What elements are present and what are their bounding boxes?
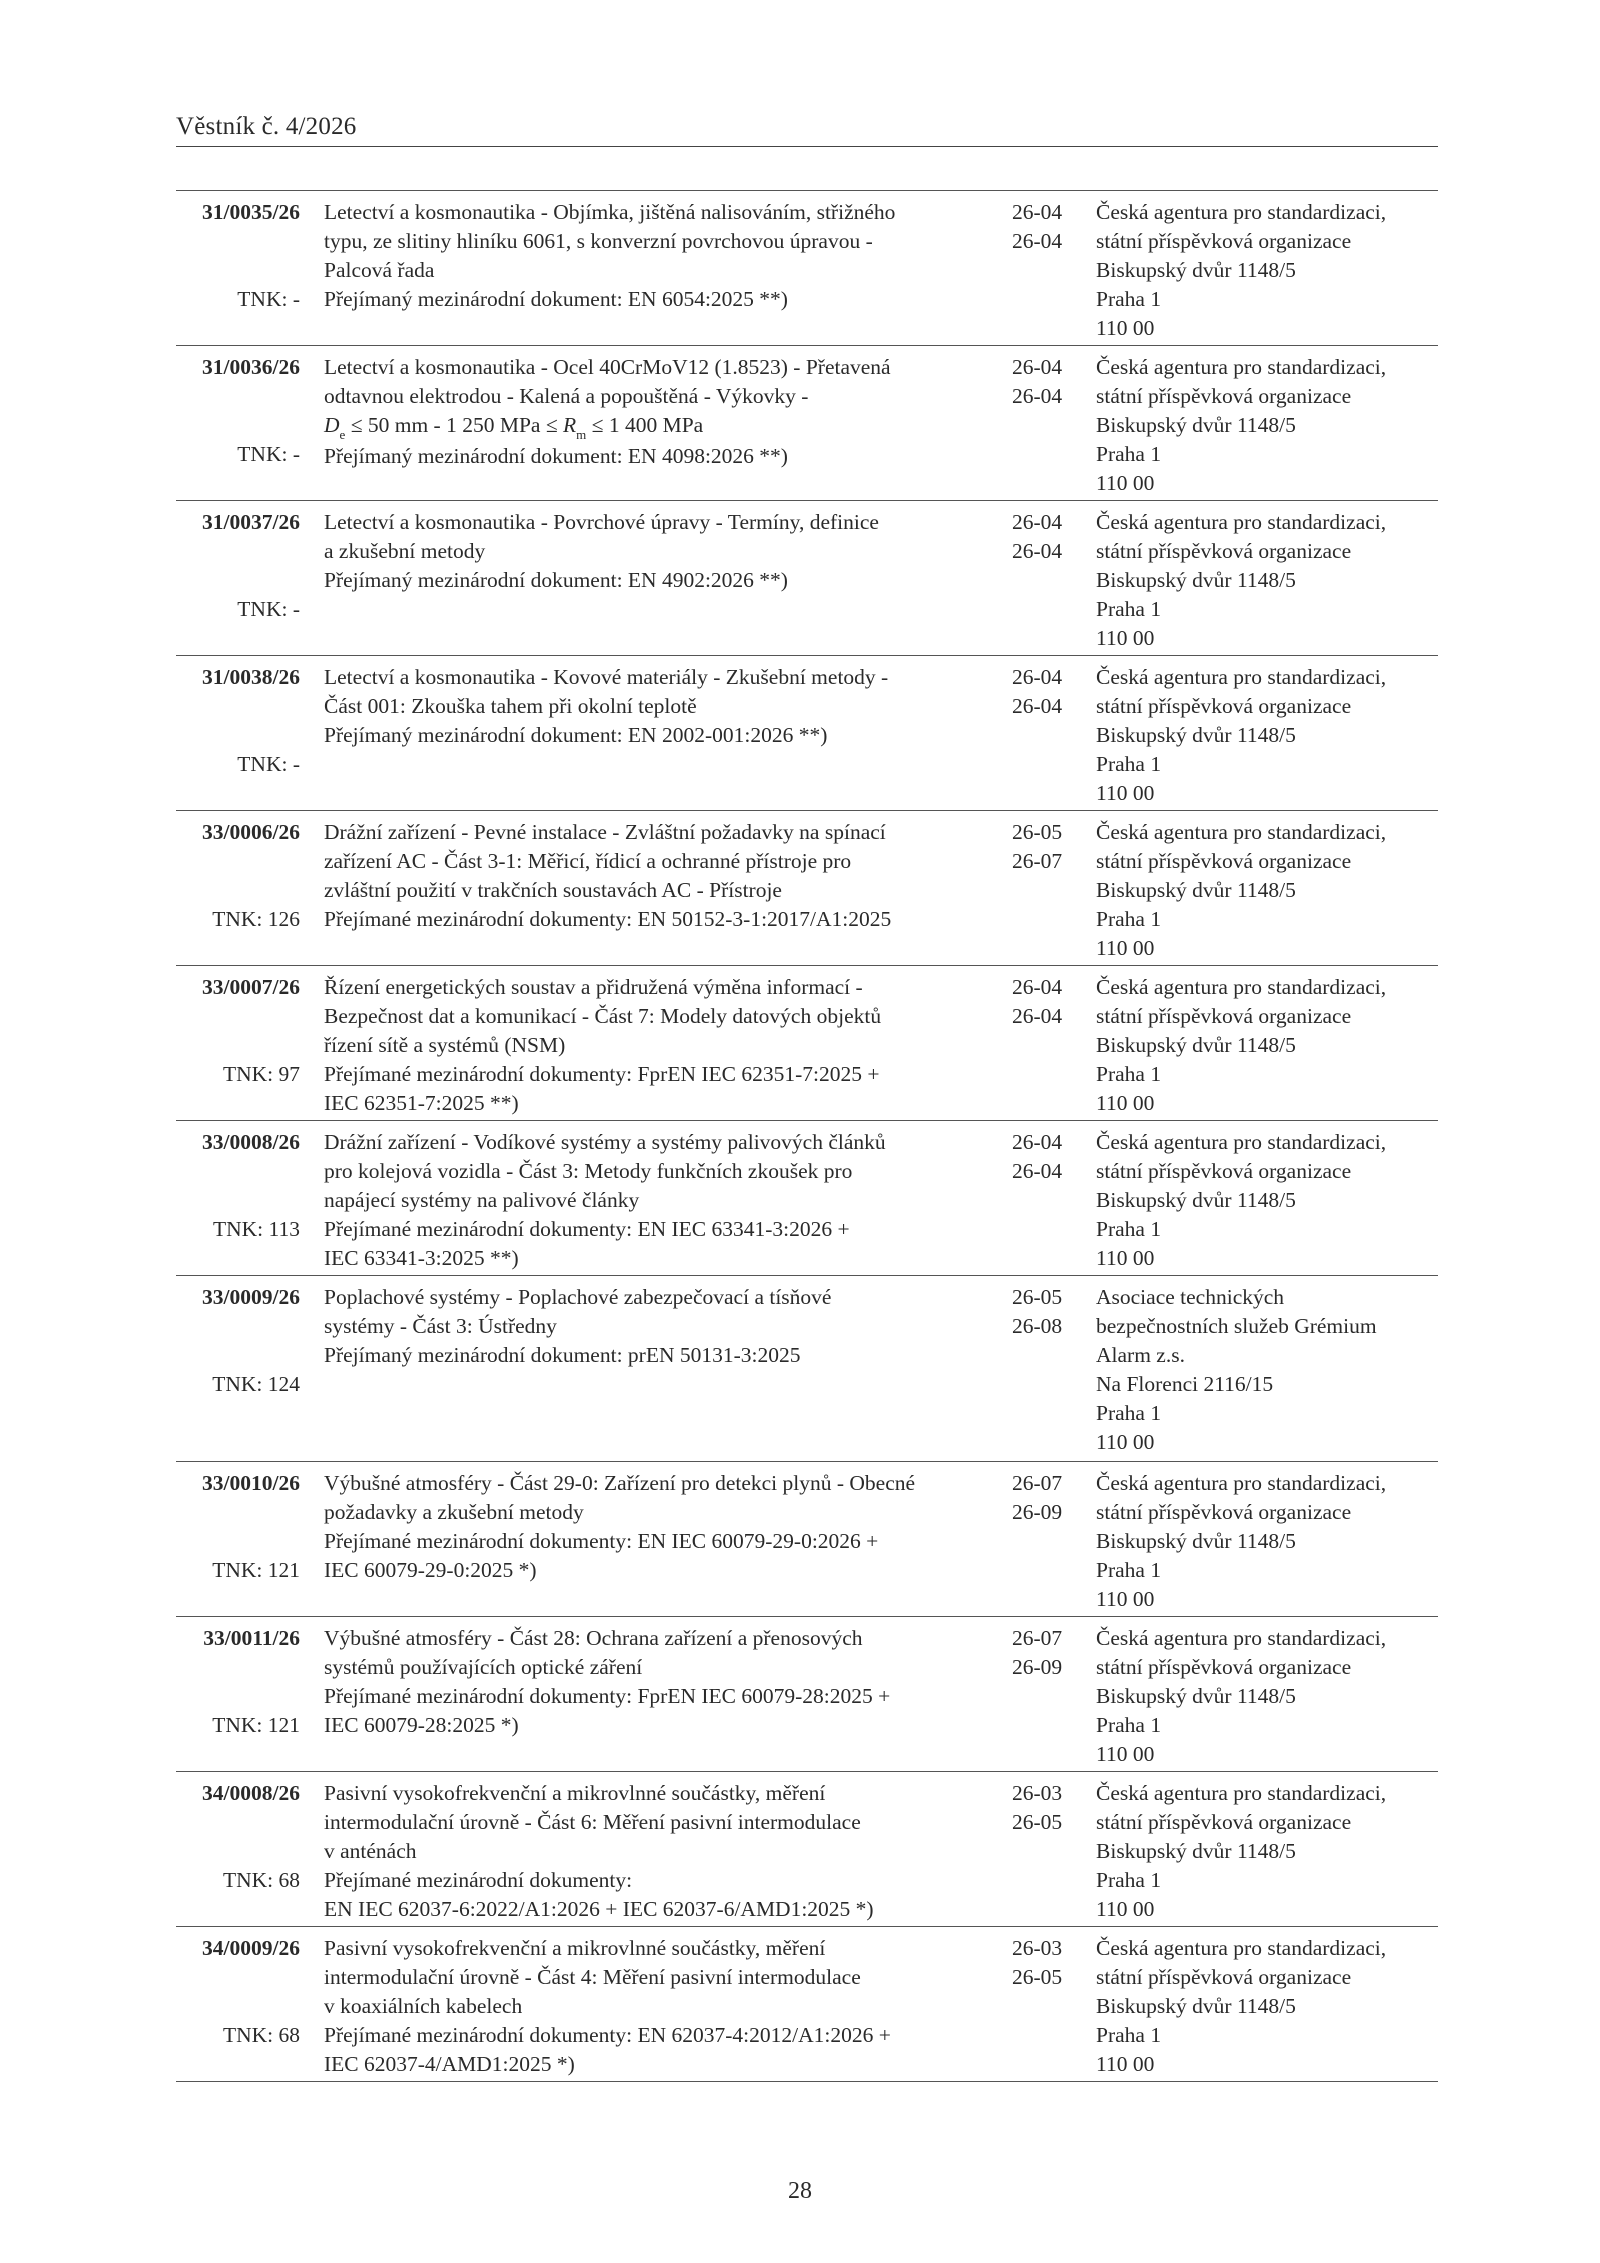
title-line: Bezpečnost dat a komunikací - Část 7: Modely datových objektů: [324, 1004, 882, 1028]
dates-column: [1012, 1128, 1072, 1186]
dates-column: [1012, 353, 1072, 411]
address-line: Biskupský dvůr 1148/5: [1096, 1188, 1296, 1212]
address-line: 110 00: [1096, 626, 1155, 650]
standard-number: 34/0008/26: [202, 1781, 300, 1805]
formula-line: [324, 411, 1024, 442]
address-line: Česká agentura pro standardizaci,: [1096, 200, 1387, 224]
title-line: IEC 62351-7:2025 **): [324, 1091, 519, 1115]
address-line: Česká agentura pro standardizaci,: [1096, 820, 1387, 844]
standard-title: [324, 198, 1024, 314]
title-line: IEC 62037-4/AMD1:2025 *): [324, 2052, 575, 2076]
title-line: v anténách: [324, 1839, 417, 1863]
standard-title: [324, 353, 1024, 471]
address-line: 110 00: [1096, 1430, 1155, 1454]
address-line: Česká agentura pro standardizaci,: [1096, 1781, 1387, 1805]
date-code: 26-08: [1012, 1314, 1063, 1338]
processor-address: [1096, 1934, 1438, 2079]
address-line: Biskupský dvůr 1148/5: [1096, 723, 1296, 747]
title-line: v koaxiálních kabelech: [324, 1994, 523, 2018]
date-code: 26-07: [1012, 849, 1063, 873]
address-line: státní příspěvková organizace: [1096, 1500, 1352, 1524]
date-code: 26-07: [1012, 1471, 1063, 1495]
dates-column: [1012, 1934, 1072, 1992]
date-code: 26-05: [1012, 1285, 1063, 1309]
title-line: Přejímané mezinárodní dokumenty: EN IEC 63341-3:2026 +: [324, 1217, 850, 1241]
address-line: Alarm z.s.: [1096, 1343, 1185, 1367]
table-row: [176, 811, 1438, 966]
tnk-label: TNK: 121: [212, 1558, 300, 1582]
title-line: Přejímané mezinárodní dokumenty: EN IEC 60079-29-0:2026 +: [324, 1529, 879, 1553]
date-code: 26-04: [1012, 384, 1063, 408]
address-line: Česká agentura pro standardizaci,: [1096, 1626, 1387, 1650]
address-line: Česká agentura pro standardizaci,: [1096, 1130, 1387, 1154]
table-row: [176, 346, 1438, 501]
dates-column: [1012, 1469, 1072, 1527]
address-line: 110 00: [1096, 1091, 1155, 1115]
address-line: státní příspěvková organizace: [1096, 1655, 1352, 1679]
table-row: [176, 1772, 1438, 1927]
address-line: Praha 1: [1096, 1217, 1162, 1241]
date-code: 26-04: [1012, 539, 1063, 563]
title-line: Drážní zařízení - Vodíkové systémy a systémy palivových článků: [324, 1130, 886, 1154]
date-code: 26-03: [1012, 1936, 1063, 1960]
address-line: Biskupský dvůr 1148/5: [1096, 258, 1296, 282]
tnk-label: TNK: 113: [213, 1217, 300, 1241]
dates-column: [1012, 973, 1072, 1031]
tnk-label: TNK: -: [237, 752, 300, 776]
address-line: Biskupský dvůr 1148/5: [1096, 413, 1296, 437]
formula-d-sub: e: [339, 427, 346, 442]
address-line: 110 00: [1096, 1587, 1155, 1611]
title-line: řízení sítě a systémů (NSM): [324, 1033, 566, 1057]
formula-d: D: [324, 413, 340, 437]
title-line: IEC 60079-29-0:2025 *): [324, 1558, 537, 1582]
table-row: [176, 191, 1438, 346]
address-line: Biskupský dvůr 1148/5: [1096, 1684, 1296, 1708]
title-line: Přejímané mezinárodní dokumenty: EN 50152-3-1:2017/A1:2025: [324, 907, 892, 931]
title-line: Výbušné atmosféry - Část 29-0: Zařízení pro detekci plynů - Obecné: [324, 1471, 916, 1495]
date-code: 26-04: [1012, 975, 1063, 999]
standard-number: 33/0008/26: [202, 1130, 300, 1154]
tnk-label: TNK: 126: [212, 907, 300, 931]
bulletin-title: Věstník č. 4/2026: [176, 113, 357, 140]
date-code: 26-04: [1012, 1159, 1063, 1183]
standard-number: 31/0035/26: [202, 200, 300, 224]
title-line: intermodulační úrovně - Část 6: Měření pasivní intermodulace: [324, 1810, 861, 1834]
title-line: Řízení energetických soustav a přidružená výměna informací -: [324, 975, 863, 999]
processor-address: [1096, 973, 1438, 1118]
processor-address: [1096, 353, 1438, 498]
address-line: Praha 1: [1096, 2023, 1162, 2047]
title-line: Přejímané mezinárodní dokumenty: FprEN IEC 60079-28:2025 +: [324, 1684, 891, 1708]
address-line: Česká agentura pro standardizaci,: [1096, 355, 1387, 379]
dates-column: [1012, 1624, 1072, 1682]
address-line: Praha 1: [1096, 287, 1162, 311]
date-code: 26-04: [1012, 510, 1063, 534]
page-header: [176, 114, 1438, 147]
processor-address: [1096, 198, 1438, 343]
address-line: Biskupský dvůr 1148/5: [1096, 1033, 1296, 1057]
address-line: Praha 1: [1096, 1868, 1162, 1892]
tnk-label: TNK: 97: [222, 1062, 300, 1086]
title-line: Poplachové systémy - Poplachové zabezpečovací a tísňové: [324, 1285, 832, 1309]
title-line: IEC 63341-3:2025 **): [324, 1246, 519, 1270]
processor-address: [1096, 1283, 1438, 1457]
processor-address: [1096, 1779, 1438, 1924]
address-line: Praha 1: [1096, 1062, 1162, 1086]
standard-number: 33/0010/26: [202, 1471, 300, 1495]
dates-column: [1012, 818, 1072, 876]
table-row: [176, 1927, 1438, 2082]
title-line: Přejímané mezinárodní dokumenty: EN 62037-4:2012/A1:2026 +: [324, 2023, 891, 2047]
title-line: napájecí systémy na palivové články: [324, 1188, 640, 1212]
address-line: Česká agentura pro standardizaci,: [1096, 510, 1387, 534]
title-line: a zkušební metody: [324, 539, 486, 563]
title-line: Letectví a kosmonautika - Kovové materiály - Zkušební metody -: [324, 665, 889, 689]
tnk-label: TNK: 68: [222, 2023, 300, 2047]
title-line: typu, ze slitiny hliníku 6061, s konverzní povrchovou úpravou -: [324, 229, 873, 253]
title-line: Letectví a kosmonautika - Ocel 40CrMoV12 (1.8523) - Přetavená: [324, 355, 891, 379]
standard-number: 33/0007/26: [202, 975, 300, 999]
date-code: 26-09: [1012, 1655, 1063, 1679]
title-line: Přejímaný mezinárodní dokument: EN 4098:2026 **): [324, 444, 788, 468]
address-line: Česká agentura pro standardizaci,: [1096, 665, 1387, 689]
title-line: IEC 60079-28:2025 *): [324, 1713, 519, 1737]
title-line: EN IEC 62037-6:2022/A1:2026 + IEC 62037-6/AMD1:2025 *): [324, 1897, 874, 1921]
address-line: Česká agentura pro standardizaci,: [1096, 975, 1387, 999]
tnk-label: TNK: 121: [212, 1713, 300, 1737]
standard-title: [324, 818, 1024, 934]
address-line: 110 00: [1096, 1742, 1155, 1766]
processor-address: [1096, 818, 1438, 963]
standard-title: [324, 973, 1024, 1118]
title-line: Přejímané mezinárodní dokumenty:: [324, 1868, 633, 1892]
standard-title: [324, 1283, 1024, 1370]
date-code: 26-07: [1012, 1626, 1063, 1650]
dates-column: [1012, 1779, 1072, 1837]
address-line: Biskupský dvůr 1148/5: [1096, 568, 1296, 592]
address-line: Biskupský dvůr 1148/5: [1096, 878, 1296, 902]
standards-table: [176, 190, 1438, 2082]
table-row: [176, 1617, 1438, 1772]
standard-title: [324, 1779, 1024, 1924]
address-line: Praha 1: [1096, 907, 1162, 931]
processor-address: [1096, 1469, 1438, 1614]
standard-title: [324, 1128, 1024, 1273]
address-line: Praha 1: [1096, 752, 1162, 776]
date-code: 26-09: [1012, 1500, 1063, 1524]
table-row: [176, 966, 1438, 1121]
title-line: systémy - Část 3: Ústředny: [324, 1314, 557, 1338]
standard-title: [324, 1934, 1024, 2079]
title-line: Pasivní vysokofrekvenční a mikrovlnné součástky, měření: [324, 1936, 826, 1960]
formula-r: R: [563, 413, 577, 437]
standard-title: [324, 508, 1024, 595]
dates-column: [1012, 663, 1072, 721]
title-line: odtavnou elektrodou - Kalená a popouštěná - Výkovky -: [324, 384, 809, 408]
tnk-label: TNK: 68: [222, 1868, 300, 1892]
table-row: [176, 1276, 1438, 1462]
address-line: Praha 1: [1096, 1558, 1162, 1582]
address-line: 110 00: [1096, 1897, 1155, 1921]
date-code: 26-04: [1012, 1130, 1063, 1154]
processor-address: [1096, 508, 1438, 653]
dates-column: [1012, 508, 1072, 566]
address-line: 110 00: [1096, 316, 1155, 340]
standard-title: [324, 1469, 1024, 1585]
date-code: 26-04: [1012, 694, 1063, 718]
tnk-label: TNK: -: [237, 442, 300, 466]
standard-title: [324, 1624, 1024, 1740]
title-line: Palcová řada: [324, 258, 435, 282]
title-line: Letectví a kosmonautika - Povrchové úpravy - Termíny, definice: [324, 510, 879, 534]
address-line: Praha 1: [1096, 597, 1162, 621]
processor-address: [1096, 663, 1438, 808]
address-line: státní příspěvková organizace: [1096, 384, 1352, 408]
tnk-label: TNK: 124: [212, 1372, 300, 1396]
formula-r-sub: m: [576, 427, 587, 442]
address-line: státní příspěvková organizace: [1096, 539, 1352, 563]
title-line: Přejímaný mezinárodní dokument: EN 4902:2026 **): [324, 568, 788, 592]
address-line: státní příspěvková organizace: [1096, 1004, 1352, 1028]
title-line: Letectví a kosmonautika - Objímka, jištěná nalisováním, střižného: [324, 200, 896, 224]
standard-number: 31/0036/26: [202, 355, 300, 379]
address-line: státní příspěvková organizace: [1096, 849, 1352, 873]
date-code: 26-03: [1012, 1781, 1063, 1805]
tnk-label: TNK: -: [237, 597, 300, 621]
standard-number: 33/0009/26: [202, 1285, 300, 1309]
address-line: Praha 1: [1096, 1401, 1162, 1425]
title-line: zvláštní použití v trakčních soustavách AC - Přístroje: [324, 878, 782, 902]
date-code: 26-04: [1012, 200, 1063, 224]
address-line: Na Florenci 2116/15: [1096, 1372, 1274, 1396]
standard-number: 34/0009/26: [202, 1936, 300, 1960]
title-line: Pasivní vysokofrekvenční a mikrovlnné součástky, měření: [324, 1781, 826, 1805]
address-line: bezpečnostních služeb Grémium: [1096, 1314, 1377, 1338]
date-code: 26-05: [1012, 820, 1063, 844]
address-line: státní příspěvková organizace: [1096, 1965, 1352, 1989]
address-line: Biskupský dvůr 1148/5: [1096, 1529, 1296, 1553]
date-code: 26-04: [1012, 229, 1063, 253]
standard-number: 33/0006/26: [202, 820, 300, 844]
standard-title: [324, 663, 1024, 750]
standard-number: 33/0011/26: [203, 1626, 300, 1650]
standard-number: 31/0038/26: [202, 665, 300, 689]
address-line: Praha 1: [1096, 1713, 1162, 1737]
table-row: [176, 1462, 1438, 1617]
address-line: Praha 1: [1096, 442, 1162, 466]
address-line: Asociace technických: [1096, 1285, 1285, 1309]
processor-address: [1096, 1128, 1438, 1273]
title-line: zařízení AC - Část 3-1: Měřicí, řídicí a ochranné přístroje pro: [324, 849, 852, 873]
title-line: požadavky a zkušební metody: [324, 1500, 584, 1524]
table-row: [176, 501, 1438, 656]
page-number: 28: [788, 2178, 812, 2204]
title-line: Přejímaný mezinárodní dokument: prEN 50131-3:2025: [324, 1343, 801, 1367]
tnk-label: TNK: -: [237, 287, 300, 311]
table-row: [176, 656, 1438, 811]
date-code: 26-04: [1012, 1004, 1063, 1028]
dates-column: [1012, 1283, 1072, 1341]
address-line: 110 00: [1096, 781, 1155, 805]
address-line: 110 00: [1096, 2052, 1155, 2076]
address-line: státní příspěvková organizace: [1096, 229, 1352, 253]
address-line: Biskupský dvůr 1148/5: [1096, 1994, 1296, 2018]
address-line: Česká agentura pro standardizaci,: [1096, 1936, 1387, 1960]
address-line: 110 00: [1096, 471, 1155, 495]
date-code: 26-04: [1012, 355, 1063, 379]
standard-number: 31/0037/26: [202, 510, 300, 534]
title-line: Přejímaný mezinárodní dokument: EN 6054:2025 **): [324, 287, 788, 311]
title-line: Přejímaný mezinárodní dokument: EN 2002-001:2026 **): [324, 723, 828, 747]
date-code: 26-05: [1012, 1965, 1063, 1989]
title-line: Výbušné atmosféry - Část 28: Ochrana zařízení a přenosových: [324, 1626, 863, 1650]
title-line: systémů používajících optické záření: [324, 1655, 643, 1679]
title-line: intermodulační úrovně - Část 4: Měření pasivní intermodulace: [324, 1965, 861, 1989]
address-line: Česká agentura pro standardizaci,: [1096, 1471, 1387, 1495]
processor-address: [1096, 1624, 1438, 1769]
address-line: státní příspěvková organizace: [1096, 1159, 1352, 1183]
date-code: 26-05: [1012, 1810, 1063, 1834]
title-line: Drážní zařízení - Pevné instalace - Zvláštní požadavky na spínací: [324, 820, 886, 844]
dates-column: [1012, 198, 1072, 256]
address-line: státní příspěvková organizace: [1096, 1810, 1352, 1834]
address-line: 110 00: [1096, 936, 1155, 960]
formula-text: ≤ 1 400 MPa: [586, 413, 704, 437]
address-line: Biskupský dvůr 1148/5: [1096, 1839, 1296, 1863]
table-row: [176, 1121, 1438, 1276]
title-line: pro kolejová vozidla - Část 3: Metody funkčních zkoušek pro: [324, 1159, 853, 1183]
formula-text: ≤ 50 mm - 1 250 MPa ≤: [345, 413, 564, 437]
address-line: 110 00: [1096, 1246, 1155, 1270]
date-code: 26-04: [1012, 665, 1063, 689]
title-line: Část 001: Zkouška tahem při okolní teplotě: [324, 694, 697, 718]
title-line: Přejímané mezinárodní dokumenty: FprEN IEC 62351-7:2025 +: [324, 1062, 880, 1086]
address-line: státní příspěvková organizace: [1096, 694, 1352, 718]
